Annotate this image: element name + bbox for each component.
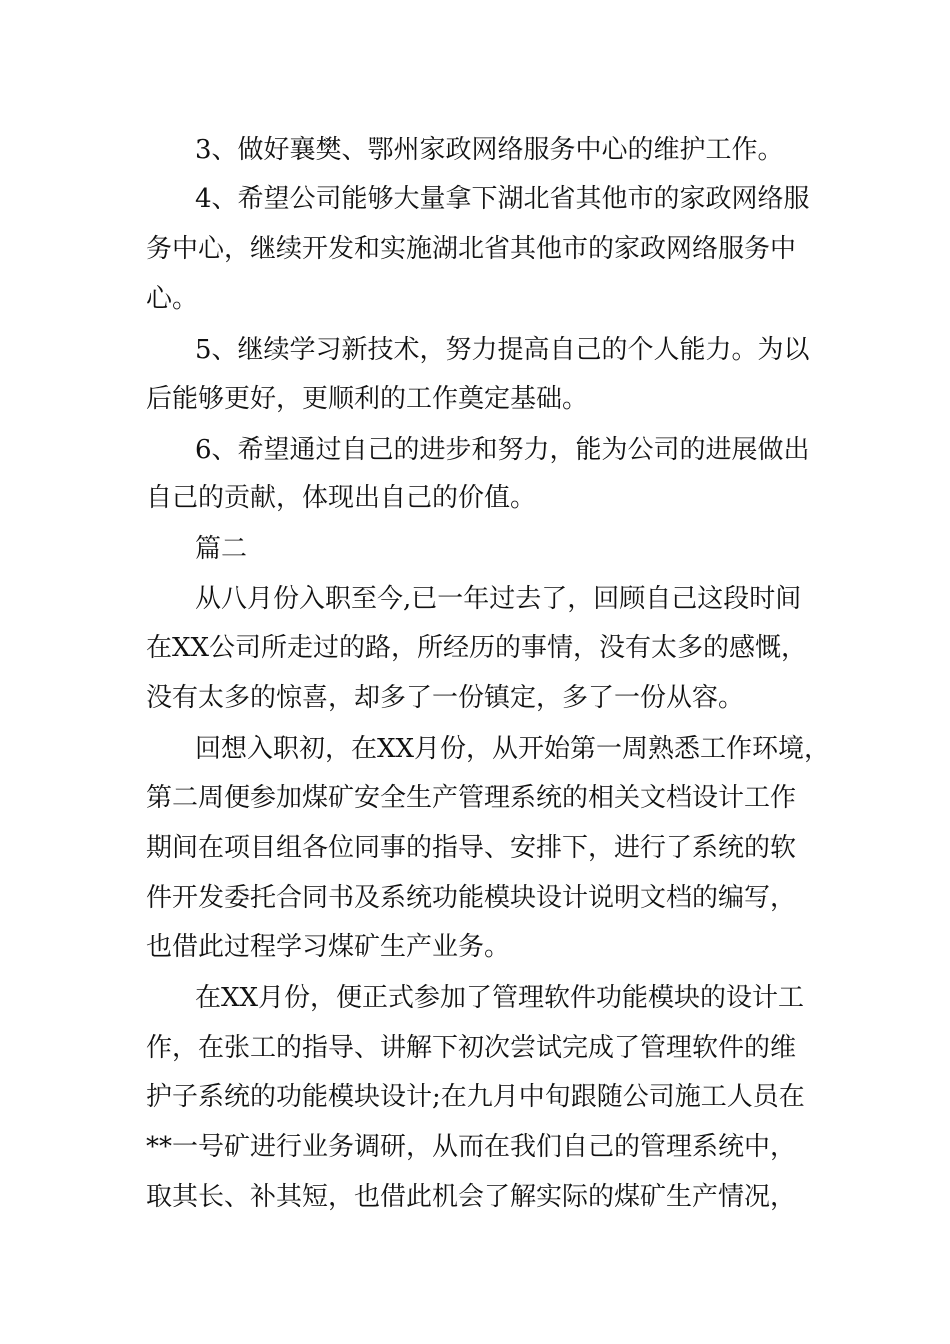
text-line: 5、继续学习新技术，努力提高自己的个人能力。为以 <box>195 335 810 365</box>
text-line: 也借此过程学习煤矿生产业务。 <box>146 932 511 962</box>
text-line: 3、做好襄樊、鄂州家政网络服务中心的维护工作。 <box>195 135 784 165</box>
text-line: 期间在项目组各位同事的指导、安排下，进行了系统的软 <box>146 833 797 863</box>
text-line: 回想入职初，在XX月份，从开始第一周熟悉工作环境， <box>195 734 831 764</box>
text-line: 4、希望公司能够大量拿下湖北省其他市的家政网络服 <box>195 184 810 214</box>
text-line: 在XX月份，便正式参加了管理软件功能模块的设计工 <box>195 983 805 1013</box>
text-line: 第二周便参加煤矿安全生产管理系统的相关文档设计工作 <box>146 783 797 813</box>
text-line: 自己的贡献，体现出自己的价值。 <box>146 483 537 513</box>
text-line: 作，在张工的指导、讲解下初次尝试完成了管理软件的维 <box>146 1033 797 1063</box>
section-heading: 篇二 <box>195 534 248 564</box>
text-line: 没有太多的惊喜，却多了一份镇定，多了一份从容。 <box>146 683 745 713</box>
text-line: 务中心，继续开发和实施湖北省其他市的家政网络服务中 <box>146 234 797 264</box>
text-line: 护子系统的功能模块设计;在九月中旬跟随公司施工人员在 <box>146 1082 805 1112</box>
text-line: 后能够更好，更顺利的工作奠定基础。 <box>146 384 589 414</box>
text-line: 从八月份入职至今,已一年过去了，回顾自己这段时间 <box>195 584 802 614</box>
text-line: 取其长、补其短，也借此机会了解实际的煤矿生产情况， <box>146 1182 797 1212</box>
text-line: 在XX公司所走过的路，所经历的事情，没有太多的感慨， <box>146 633 808 663</box>
text-line: 6、希望通过自己的进步和努力，能为公司的进展做出 <box>195 435 810 465</box>
text-line: 心。 <box>146 284 199 314</box>
text-line: 件开发委托合同书及系统功能模块设计说明文档的编写， <box>146 883 797 913</box>
text-line: **一号矿进行业务调研，从而在我们自己的管理系统中， <box>146 1132 797 1162</box>
